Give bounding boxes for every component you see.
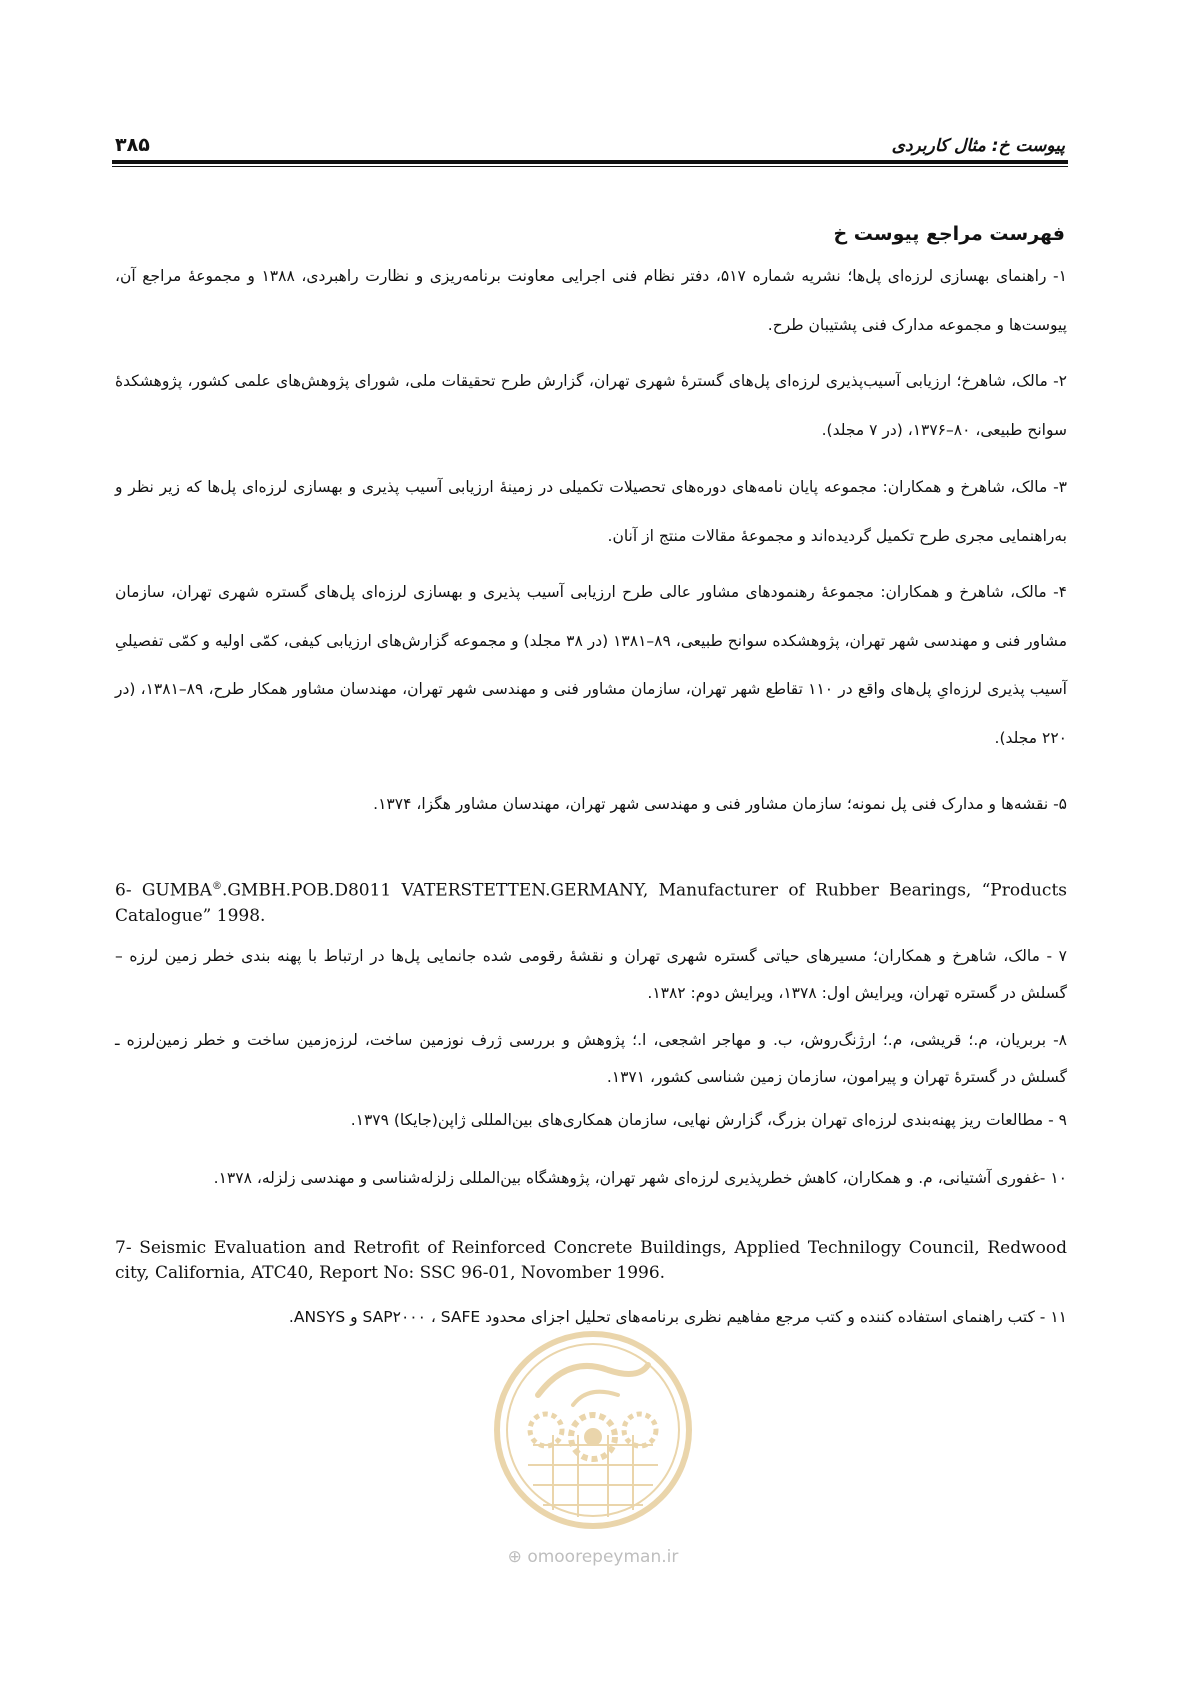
page-number: ۳۸۵ bbox=[115, 134, 150, 156]
reference-item-2: ۲- مالک، شاهرخ؛ ارزیابی آسیب‌پذیری لرزه‌ای پل‌های گسترهٔ شهری تهران، گزارش طرح تحقیقات ملی، شورای پژوهش‌های علمی کشور، پژوهشکدهٔ سوانح طبیعی، ۸۰–۱۳۷۶، (در ۷ مجلد). bbox=[115, 372, 1067, 439]
watermark-logo bbox=[488, 1325, 698, 1575]
reference-item-1: ۱- راهنمای بهسازی لرزه‌ای پل‌ها؛ نشریه شماره ۵۱۷، دفتر نظام فنی اجرایی معاونت برنامه‌ریزی و نظارت راهبردی، ۱۳۸۸ و مجموعهٔ مراجع آن، پیوست‌ها و مجموعه مدارک فنی پشتیبان طرح. bbox=[115, 267, 1067, 334]
reference-item-9: ۹ - مطالعات ریز پهنه‌بندی لرزه‌ای تهران بزرگ، گزارش نهایی، سازمان همکاری‌های بین‌المللی ژاپن(جایکا) ۱۳۷۹. bbox=[350, 1111, 1067, 1129]
reference-item-10: ۱۰ -غفوری آشتیانی، م. و همکاران، کاهش خطرپذیری لرزه‌ای شهر تهران، پژوهشگاه بین‌المللی زلزله‌شناسی و مهندسی زلزله، ۱۳۷۸. bbox=[213, 1169, 1067, 1187]
header-rule-thin bbox=[112, 166, 1068, 167]
reference-6-prefix: 6- GUMBA bbox=[115, 880, 212, 901]
watermark-url-text: omoorepeyman.ir bbox=[527, 1547, 679, 1567]
watermark-url: ⊕ omoorepeyman.ir bbox=[507, 1547, 679, 1567]
reference-item-6-english bbox=[115, 874, 1067, 929]
reference-item-atc40-english: 7- Seismic Evaluation and Retrofit of Reinforced Concrete Buildings, Applied Technilogy Council, Redwood city, California, ATC40, Report No: SSC 96-01, Novomber 1996. bbox=[115, 1238, 1067, 1283]
page-header bbox=[115, 128, 1065, 156]
reference-item-8: ۸- بربریان، م.؛ قریشی، م.؛ ارژنگ‌روش، ب. و مهاجر اشجعی، ا.؛ پژوهش و بررسی ژرف نوزمین ساخت، لرزه‌زمین ساخت و خطر زمین‌لرزه ـ گسلش در گسترهٔ تهران و پیرامون، سازمان زمین شناسی کشور، ۱۳۷۱. bbox=[115, 1031, 1067, 1086]
registered-mark: ® bbox=[211, 881, 222, 892]
reference-item-11: ۱۱ - کتب راهنمای استفاده کننده و کتب مرجع مفاهیم نظری برنامه‌های تحلیل اجزای محدود SAP۲۰۰۰ ، SAFE و ANSYS. bbox=[288, 1308, 1067, 1326]
reference-6-body: .GMBH.POB.D8011 VATERSTETTEN.GERMANY, Manufacturer of Rubber Bearings, “Products Catalogue” 1998. bbox=[115, 880, 1067, 926]
chapter-title: پیوست خ: مثال کاربردی bbox=[891, 136, 1065, 156]
reference-item-7: ۷ - مالک، شاهرخ و همکاران؛ مسیرهای حیاتی گستره شهری تهران و نقشهٔ رقومی شده جانمایی پل‌ها در ارتباط با پهنه بندی خطر زمین لرزه – گسلش در گستره تهران، ویرایش اول: ۱۳۷۸، ویرایش دوم: ۱۳۸۲. bbox=[115, 947, 1067, 1002]
watermark-emblem-icon bbox=[488, 1325, 698, 1535]
header-rule-thick bbox=[112, 160, 1068, 164]
section-title: فهرست مراجع پیوست خ bbox=[833, 223, 1065, 245]
reference-item-4: ۴- مالک، شاهرخ و همکاران: مجموعهٔ رهنمودهای مشاور عالی طرح ارزیابی آسیب پذیری و بهسازی لرزه‌ای پل‌های گستره شهری تهران، سازمان مشاور فنی و مهندسی شهر تهران، پژوهشکده سوانح طبیعی، ۸۹–۱۳۸۱ (در ۳۸ مجلد) و مجموعه گزارش‌های ارزیابی کیفی، کمّی اولیه و کمّی تفصیلیِ آسیب پذیری لرزه‌ایِ پل‌های واقع در ۱۱۰ تقاطع شهر تهران، سازمان مشاور فنی و مهندسی شهر تهران، مهندسان مشاور همکار طرح، ۸۹–۱۳۸۱، (در ۲۲۰ مجلد). bbox=[115, 583, 1067, 747]
reference-item-3: ۳- مالک، شاهرخ و همکاران: مجموعه پایان نامه‌های دوره‌های تحصیلات تکمیلی در زمینهٔ ارزیابی آسیب پذیری و بهسازی لرزه‌ای پل‌ها که زیر نظر و به‌راهنمایی مجری طرح تکمیل گردیده‌اند و مجموعهٔ مقالات منتج از آنان. bbox=[115, 478, 1067, 545]
reference-item-5: ۵- نقشه‌ها و مدارک فنی پل نمونه؛ سازمان مشاور فنی و مهندسی شهر تهران، مهندسان مشاور هگزا، ۱۳۷۴. bbox=[373, 795, 1067, 813]
